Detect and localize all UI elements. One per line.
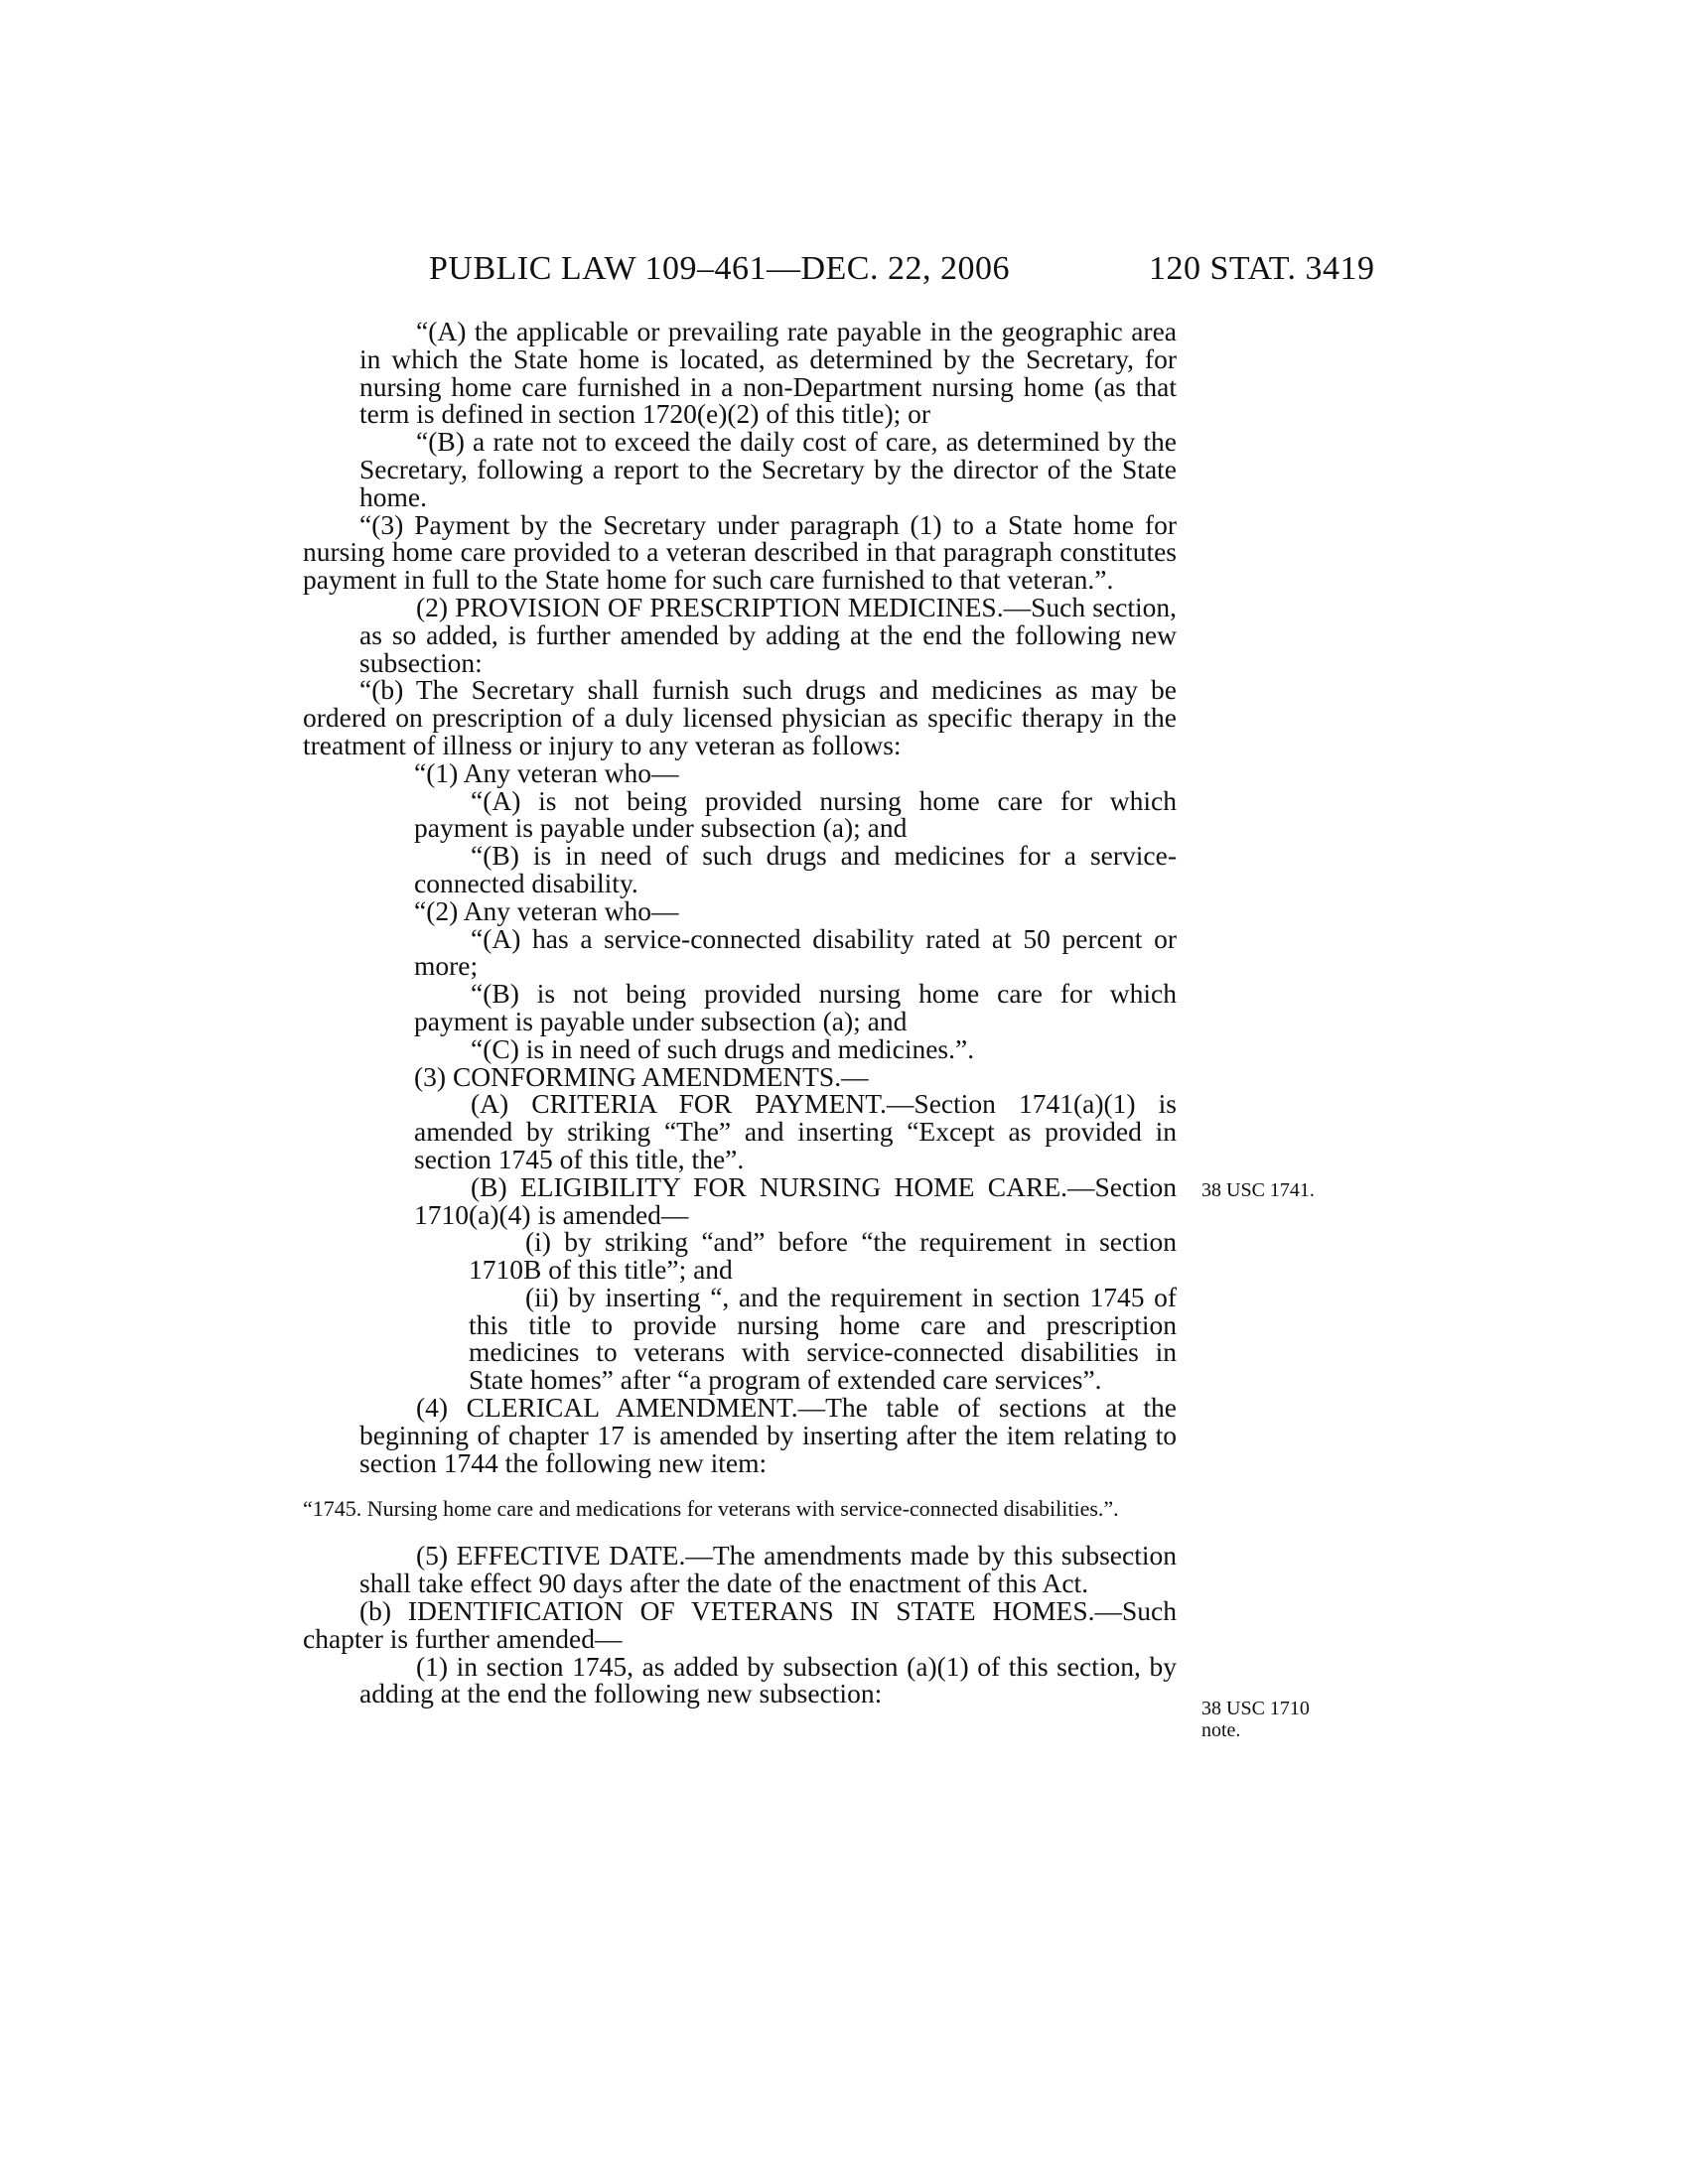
- paragraph: “(C) is in need of such drugs and medicines.”.: [471, 1032, 975, 1064]
- paragraph: “(A) the applicable or prevailing rate payable in the geographic area in which the State home is located, as determined by the Secretary, for nursing home care furnished in a non-Department nursing home (as that term is defined in section 1720(e)(2) of this title); or: [359, 316, 1177, 430]
- paragraph: (2) PROVISION OF PRESCRIPTION MEDICINES.—Such section, as so added, is further amended by adding at the end the following new subsection:: [359, 591, 1177, 678]
- margin-note: 38 USC 1710 note.: [1201, 1698, 1310, 1741]
- paragraph: “(A) has a service-connected disability rated at 50 percent or more;: [414, 922, 1177, 982]
- document-body: [303, 318, 1177, 1707]
- paragraph: (5) EFFECTIVE DATE.—The amendments made by this subsection shall take effect 90 days after the date of the enactment of this Act.: [359, 1540, 1177, 1599]
- paragraph: “(B) a rate not to exceed the daily cost of care, as determined by the Secretary, following a report to the Secretary by the director of the State home.: [359, 426, 1177, 512]
- running-header: PUBLIC LAW 109–461—DEC. 22, 2006: [429, 250, 1010, 287]
- page-number: 120 STAT. 3419: [1149, 250, 1375, 287]
- paragraph: “(1) Any veteran who—: [414, 756, 679, 788]
- table-of-sections-item: “1745. Nursing home care and medications for veterans with service-connected disabilities.”.: [303, 1496, 1119, 1522]
- paragraph: “(B) is not being provided nursing home care for which payment is payable under subsection (a); and: [414, 978, 1177, 1036]
- paragraph: “(B) is in need of such drugs and medicines for a service-connected disability.: [414, 840, 1177, 898]
- paragraph: (A) CRITERIA FOR PAYMENT.—Section 1741(a)(1) is amended by striking “The” and inserting “Except as provided in section 1745 of this title, the”.: [414, 1088, 1177, 1174]
- paragraph: (4) CLERICAL AMENDMENT.—The table of sections at the beginning of chapter 17 is amended by inserting after the item relating to section 1744 the following new item:: [359, 1392, 1177, 1478]
- paragraph: (b) IDENTIFICATION OF VETERANS IN STATE HOMES.—Such chapter is further amended—: [303, 1595, 1177, 1654]
- paragraph: (B) ELIGIBILITY FOR NURSING HOME CARE.—Section 1710(a)(4) is amended—: [414, 1170, 1177, 1230]
- paragraph: (i) by striking “and” before “the requirement in section 1710B of this title”; and: [469, 1226, 1177, 1286]
- paragraph: “(2) Any veteran who—: [414, 894, 679, 926]
- paragraph: “(b) The Secretary shall furnish such drugs and medicines as may be ordered on prescription of a duly licensed physician as specific therapy in the treatment of illness or injury to any veteran as follows:: [303, 674, 1177, 760]
- paragraph: “(3) Payment by the Secretary under paragraph (1) to a State home for nursing home care provided to a veteran described in that paragraph constitutes payment in full to the State home for such care furnished to that veteran.”.: [303, 508, 1177, 596]
- paragraph: (1) in section 1745, as added by subsection (a)(1) of this section, by adding at the end the following new subsection:: [359, 1650, 1177, 1709]
- paragraph: (ii) by inserting “, and the requirement in section 1745 of this title to provide nursing home care and prescription medicines to veterans with service-connected disabilities in State homes” after “a program of extended care services”.: [469, 1281, 1177, 1396]
- paragraph: “(A) is not being provided nursing home care for which payment is payable under subsection (a); and: [414, 784, 1177, 844]
- margin-note: 38 USC 1741.: [1201, 1179, 1315, 1201]
- paragraph: (3) CONFORMING AMENDMENTS.—: [414, 1060, 869, 1092]
